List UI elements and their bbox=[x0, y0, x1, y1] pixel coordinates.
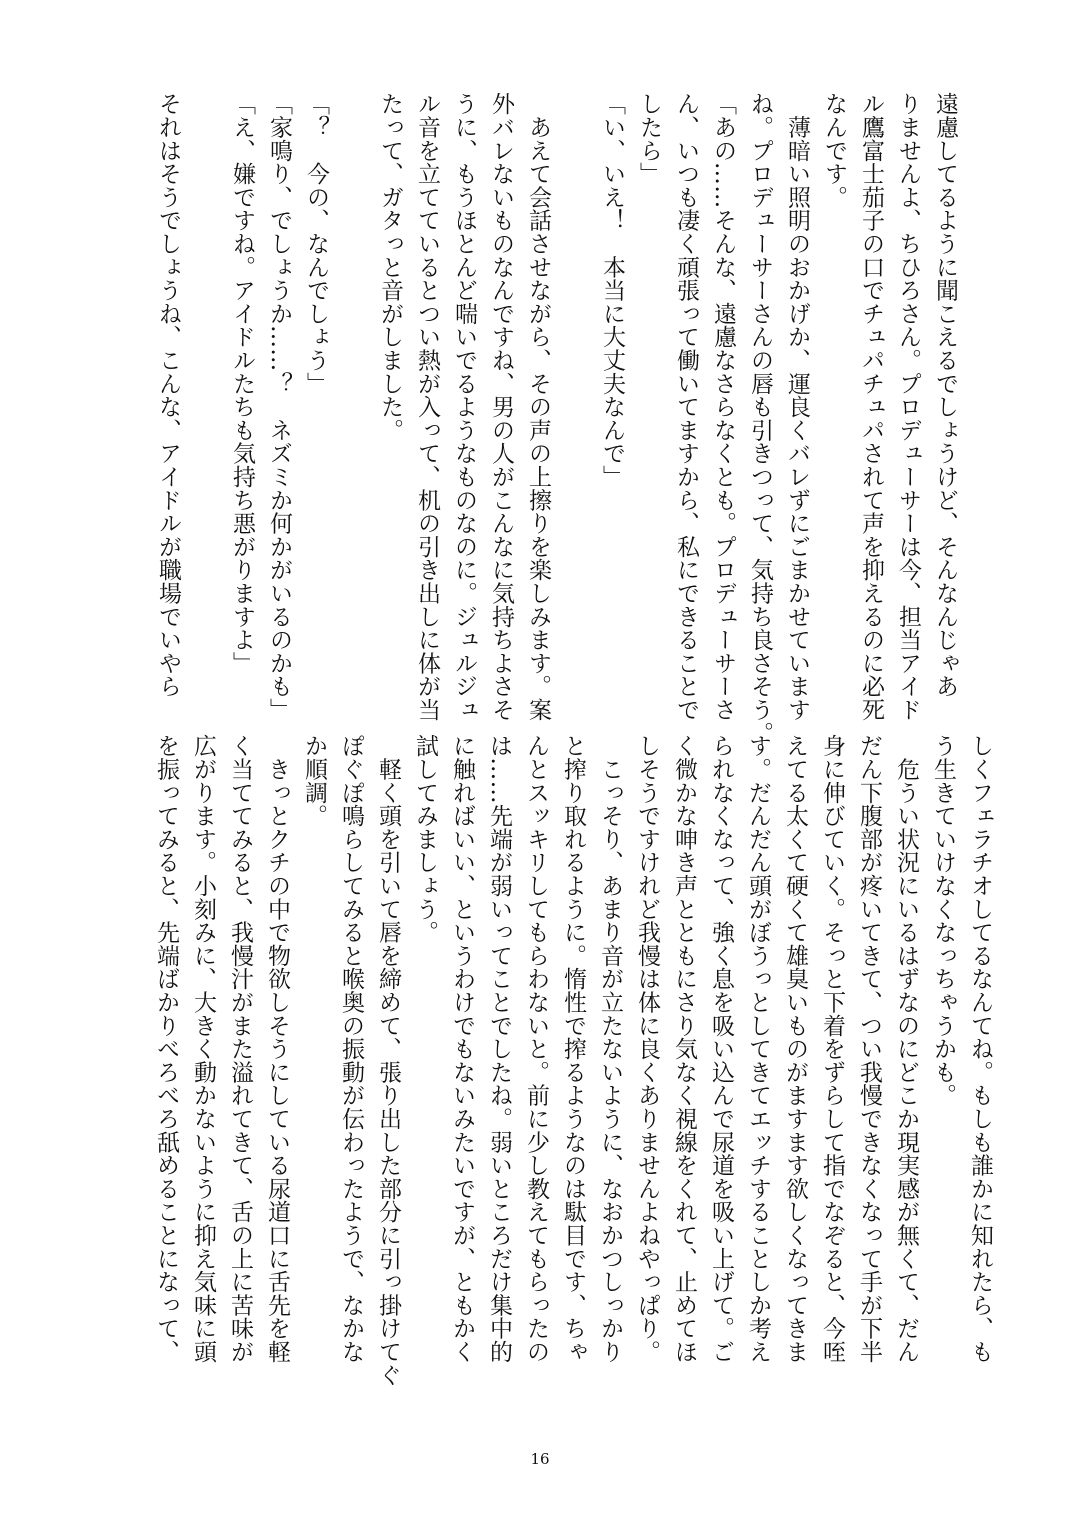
text-column: られなくなって、強く息を吸い込んで尿道を吸い上げて。ご bbox=[708, 734, 734, 1364]
text-column: 危うい状況にいるはずなのにどこか現実感が無くて、だん bbox=[893, 734, 919, 1364]
text-column: なんです。 bbox=[821, 92, 847, 209]
lower-text-block bbox=[147, 734, 998, 1387]
text-column: ル音を立てているとつい熱が入って、机の引き出しに体が当 bbox=[414, 92, 440, 722]
text-column: それはそうでしょうね、こんな、アイドルが職場でいやら bbox=[155, 92, 181, 698]
text-column: しそうですけれど我慢は体に良くありませんよねやっぱり。 bbox=[634, 734, 660, 1364]
text-column: うに、もうほとんど喘いでるようなものなのに。ジュルジュ bbox=[451, 92, 477, 722]
text-column: たって、ガタっと音がしました。 bbox=[377, 92, 403, 442]
text-column: あえて会話させながら、その声の上擦りを楽しみます。案 bbox=[525, 92, 551, 722]
text-column: 遠慮してるように聞こえるでしょうけど、そんなんじゃあ bbox=[932, 92, 958, 698]
page-number: 16 bbox=[530, 1450, 550, 1468]
text-column: す。だんだん頭がぼうっとしてきてエッチすることしか考え bbox=[745, 734, 771, 1364]
text-column: 試してみましょう。 bbox=[412, 734, 438, 944]
text-column: 「い、いえ！ 本当に大丈夫なんで」 bbox=[599, 92, 625, 489]
text-column: えてる太くて硬くて雄臭いものがますます欲しくなってきま bbox=[782, 734, 808, 1364]
text-column: く微かな呻き声とともにさり気なく視線をくれて、止めてほ bbox=[671, 734, 697, 1364]
text-column: は……先端が弱いってことでしたね。弱いところだけ集中的 bbox=[486, 734, 512, 1364]
text-column: う生きていけなくなっちゃうかも。 bbox=[930, 734, 956, 1107]
upper-text-block bbox=[149, 92, 963, 745]
paragraph-gap bbox=[186, 92, 223, 712]
text-column: を振ってみると、先端ばかりべろべろ舐めることになって、 bbox=[153, 734, 179, 1364]
text-column: だん下腹部が疼いてきて、つい我慢できなくなって手が下半 bbox=[856, 734, 882, 1364]
text-column: 身に伸びていく。そっと下着をずらして指でなぞると、今咥 bbox=[819, 734, 845, 1364]
text-column: 「家鳴り、でしょうか……？ ネズミか何かがいるのかも」 bbox=[266, 92, 292, 722]
text-column: ん、いつも凄く頑張って働いてますから、私にできることで bbox=[673, 92, 699, 722]
text-column: と搾り取れるように。惰性で搾るようなのは駄目です、ちゃ bbox=[560, 734, 586, 1364]
text-column: 広がります。小刻みに、大きく動かないように抑え気味に頭 bbox=[190, 734, 216, 1364]
text-column: ル鷹富士茄子の口でチュパチュパされて声を抑えるのに必死 bbox=[858, 92, 884, 722]
text-column: 「？ 今の、なんでしょう」 bbox=[303, 92, 329, 395]
text-column: きっとクチの中で物欲しそうにしている尿道口に舌先を軽 bbox=[264, 734, 290, 1364]
text-column: したら」 bbox=[636, 92, 662, 186]
paragraph-gap bbox=[556, 92, 593, 712]
text-column: か順調。 bbox=[301, 734, 327, 828]
text-column: 「え、嫌ですね。アイドルたちも気持ち悪がりますよ」 bbox=[229, 92, 255, 675]
text-column: んとスッキリしてもらわないと。前に少し教えてもらったの bbox=[523, 734, 549, 1364]
text-column: ね。プロデューサーさんの唇も引きつって、気持ち良さそう。 bbox=[747, 92, 773, 745]
text-column: こっそり、あまり音が立たないように、なおかつしっかり bbox=[597, 734, 623, 1364]
text-column: に触ればいい、というわけでもないみたいですが、ともかく bbox=[449, 734, 475, 1364]
text-column: く当ててみると、我慢汁がまた溢れてきて、舌の上に苦味が bbox=[227, 734, 253, 1364]
text-column: しくフェラチオしてるなんてね。もしも誰かに知れたら、も bbox=[967, 734, 993, 1364]
paragraph-gap bbox=[334, 92, 371, 712]
text-column: 薄暗い照明のおかげか、運良くバレずにごまかせています bbox=[784, 92, 810, 722]
text-column: ぽぐぽ鳴らしてみると喉奥の振動が伝わったようで、なかな bbox=[338, 734, 364, 1364]
text-column: 外バレないものなんですね、男の人がこんなに気持ちよさそ bbox=[488, 92, 514, 722]
text-column: 軽く頭を引いて唇を締めて、張り出した部分に引っ掛けてぐ bbox=[375, 734, 401, 1387]
text-column: りませんよ、ちひろさん。プロデューサーは今、担当アイド bbox=[895, 92, 921, 722]
text-column: 「あの……そんな、遠慮なさらなくとも。プロデューサーさ bbox=[710, 92, 736, 722]
